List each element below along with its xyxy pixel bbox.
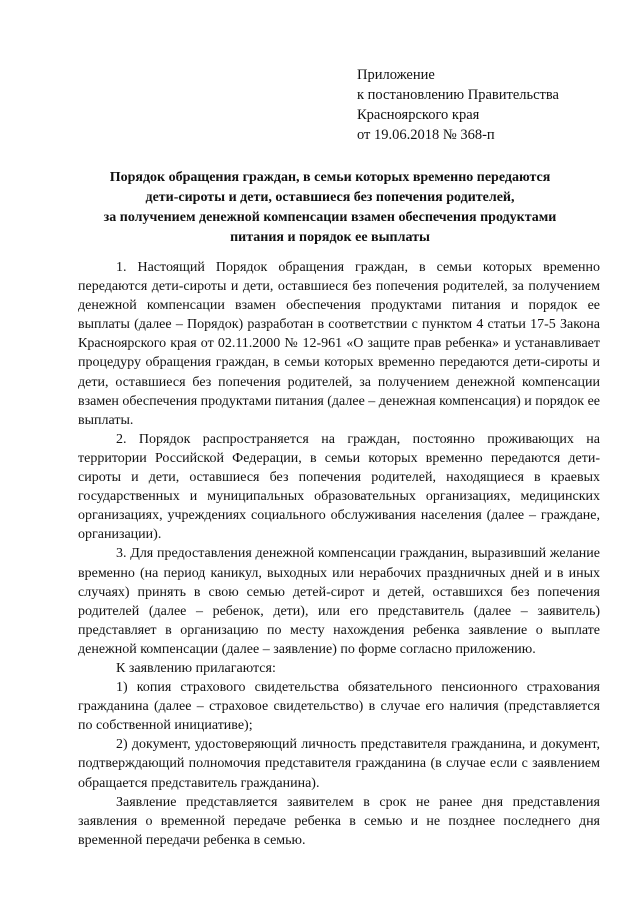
attachment-item-1: 1) копия страхового свидетельства обязательного пенсионного страхования гражданина (далее – страховое свидетельство) в случае его наличия (представляется по собственной инициативе);: [78, 680, 600, 734]
appendix-line: Красноярского края: [357, 107, 480, 123]
attachment-item-2: 2) документ, удостоверяющий личность представителя гражданина, и документ, подтверждающий полномочия представителя гражданина (в случае если с заявлением обращается представитель гражданина).: [78, 737, 600, 791]
appendix-line: к постановлению Правительства: [357, 87, 559, 103]
appendix-line: Приложение: [357, 67, 435, 83]
title-line: Порядок обращения граждан, в семьи которых временно передаются: [109, 170, 551, 185]
appendix-header: [357, 65, 559, 145]
title-line: питания и порядок ее выплаты: [230, 230, 430, 245]
attachments-intro: К заявлению прилагаются:: [116, 660, 276, 676]
document-body: [78, 258, 600, 850]
appendix-line: от 19.06.2018 № 368-п: [357, 127, 495, 143]
title-line: дети-сироты и дети, оставшиеся без попечения родителей,: [145, 190, 515, 205]
submission-terms: Заявление представляется заявителем в срок не ранее дня представления заявления о временной передаче ребенка в семью и не позднее последнего дня временной передачи ребенка в семью.: [78, 794, 600, 848]
document-title: [60, 168, 600, 248]
paragraph-3: 3. Для предоставления денежной компенсации гражданин, выразивший желание временно (на период каникул, выходных или нерабочих праздничных дней и в иных случаях) принять в свою семью детей-сирот и детей, оставшихся без попечения родителей (далее – ребенок, дети), или его представитель (далее – заявитель) представляет в организацию по месту нахождения ребенка заявление о выплате денежной компенсации (далее – заявление) по форме согласно приложению.: [78, 546, 600, 657]
title-line: за получением денежной компенсации взамен обеспечения продуктами: [103, 210, 557, 225]
paragraph-2: 2. Порядок распространяется на граждан, постоянно проживающих на территории Российской Федерации, в семьи которых временно передаются дети-сироты и дети, оставшиеся без попечения родителей, находящиеся в краевых государственных и муниципальных образовательных организациях, медицинских организациях, учреждениях социального обслуживания населения (далее – граждане, организации).: [78, 431, 600, 543]
paragraph-1: 1. Настоящий Порядок обращения граждан, в семьи которых временно передаются дети-сироты и дети, оставшиеся без попечения родителей, за получением денежной компенсации взамен обеспечения продуктами питания и порядок ее выплаты (далее – Порядок) разработан в соответствии с пунктом 4 статьи 17-5 Закона Красноярского края от 02.11.2000 № 12-961 «О защите прав ребенка» и устанавливает процедуру обращения граждан, в семьи которых временно передаются дети-сироты и дети, оставшиеся без попечения родителей, за получением денежной компенсации взамен обеспечения продуктами питания (далее – денежная компенсация) и порядок ее выплаты.: [78, 260, 601, 428]
